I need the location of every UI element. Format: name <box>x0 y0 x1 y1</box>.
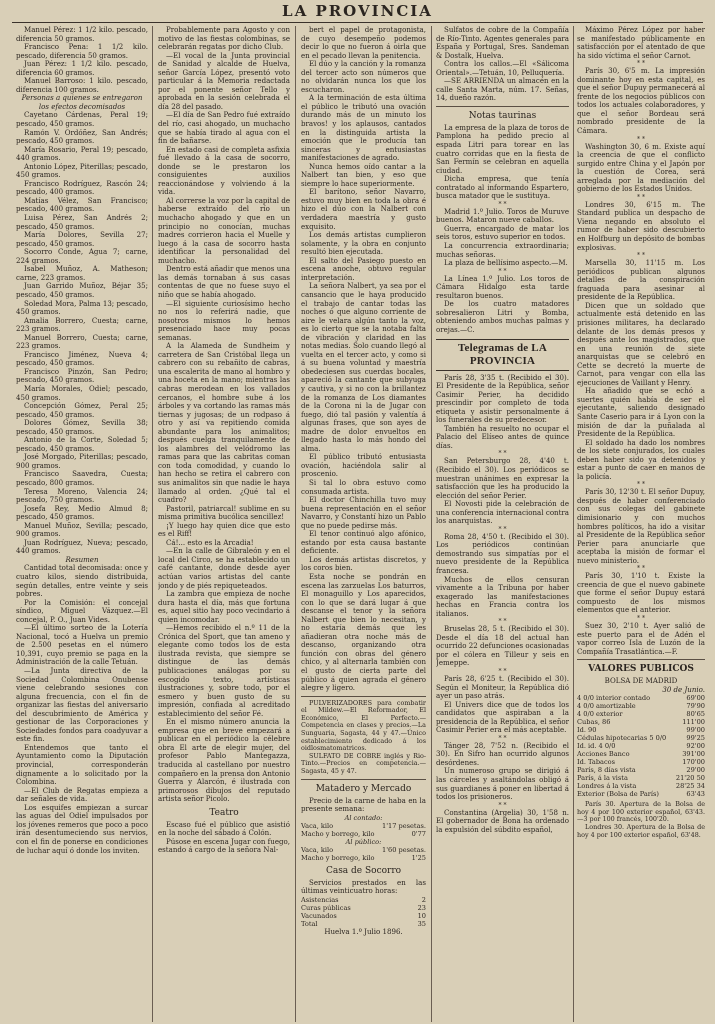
news-item: Los esquifes empiezan a surcar las aguas del Odiel impulsados por los jóvenes remeros que poco a poco irán desentumeciendo sus nervios, con el fin de ponerse en condiciones de luchar aquí ó donde los inviten. <box>16 802 148 855</box>
row-value: 80'65 <box>686 710 705 719</box>
telegramas-heading: Telegramas de LA PROVINCIA <box>436 339 569 371</box>
list-item: Socorro Conde, Agua 7; carne, 224 gramos. <box>16 247 148 265</box>
list-item: Amalia Borrero, Cuesta; carne, 223 gramos. <box>16 315 148 334</box>
asterism-separator: * * <box>498 734 507 742</box>
valores-heading: VALORES PUBLICOS <box>588 664 694 675</box>
telegram-item: Roma 28, 4'50 t. (Recibido el 30). Los periódicos continúan demostrando sus simpatías por el nuevo presidente de la República francesa. <box>436 531 569 575</box>
telegram-item: Bruselas 28, 5 t. (Recibido el 30). Desde el día 18 del actual han ocurrido 22 defunciones ocasionadas por el cólera en Tilleur y seis en Jemeppe. <box>436 624 569 668</box>
row-label: Vaca, kilo <box>301 821 334 830</box>
asterism-separator: * * <box>637 252 645 260</box>
list-item: Concepción Gómez, Peral 25; pescado, 450 gramos. <box>16 401 148 419</box>
table-row <box>577 734 705 742</box>
telegram-item: San Petersburgo 28, 4'40 t. (Recibido el 30). Los periódicos se muestran unánimes en expresar la satisfacción que les ha producido la elección del señor Perier. <box>436 456 569 500</box>
list-item: Isabel Muñoz, A. Matheson; carne, 223 gramos. <box>16 264 148 282</box>
row-value: 79'90 <box>686 702 705 711</box>
bolsa-table <box>577 694 705 798</box>
list-item: Manuel Borrero, Cuesta; carne, 223 gramos. <box>16 332 148 351</box>
teatro-text: Escaso fué el público que asistió en la noche del sábado á Colón. <box>158 819 290 838</box>
column-divider <box>573 26 574 1022</box>
row-value: 10 <box>417 911 426 920</box>
row-value: 23 <box>417 903 426 912</box>
telegram-item: Londres 30, 6'15 m. The Standard publica un despacho de Viena negando en absoluto el rumor de haber sido descubierto en Holfburg un depósito de bombas explosivas. <box>577 199 705 252</box>
list-item: Cayetano Cárdenas, Peral 19; pescado, 450 gramos. <box>16 110 148 129</box>
news-item: En el mismo número anuncia la empresa que en breve empezará a publicar en el periódico la célebre obra El arte de elegir mujer, del profesor Pablo Mantegazza, traducida al castellano por nuestro compañero en la prensa don Antonio Guerra y Alarcón, é ilustrada con primorosos dibujos del reputado artista señor Picolo. <box>158 717 290 804</box>
news-item: —El Club de Regatas empieza a dar señales de vida. <box>16 785 148 804</box>
asterism-separator: * * <box>637 565 645 573</box>
news-item: Probablemente para Agosto y con motivo de las fiestas colombinas, se celebrarán regatas por dicho Club. <box>158 26 290 52</box>
row-label: Curas públicas <box>301 903 351 912</box>
matadero-heading: Matadero y Mercado <box>315 783 412 794</box>
list-item: Francisco Pinzón, San Pedro; pescado, 450 gramos. <box>16 366 148 385</box>
row-label: 4 0/0 amortizable <box>577 702 636 711</box>
row-label: Exterior (Bolsa de París) <box>577 790 659 799</box>
list-item: María Dolores, Sevilla 27; pescado, 450 gramos. <box>16 230 148 248</box>
table-row <box>577 702 705 710</box>
telegram-list <box>577 26 705 656</box>
bolsa-note-paris: París 30. Apertura de la Bolsa de hoy 4 por 100 exterior español, 63'43.—3 por 100 francés, 100'20. <box>577 800 705 824</box>
table-row <box>577 750 705 758</box>
asterism-separator: * * <box>498 668 507 675</box>
telegram-item: Washington 30, 6 m. Existe aquí la creencia de que el conflicto surgido entre China y el Japón por la cuestión de Corea, será arreglada por la mediación del gobierno de los Estados Unidos. <box>577 141 705 194</box>
row-value: 35 <box>417 919 426 928</box>
table-row <box>301 838 426 846</box>
column-1 <box>16 26 148 1022</box>
table-row <box>577 718 705 726</box>
list-item: María Rosario, Peral 19; pescado, 440 gramos. <box>16 144 148 163</box>
news-item: Nunca hemos oído cantar a la Nalbert tan bien, y eso que siempre lo hace superiormente. <box>301 161 426 188</box>
news-item: El barítono, señor Navarro, estuvo muy bien en toda la obra é hizo el dúo con la Nalbert con verdadera maestría y gusto exquisito. <box>301 187 426 231</box>
news-item: En estado casi de completa asfixia fué llevado á la casa de socorro, donde se le prestaron los consiguientes auxilios reaccionándose y volviendo á la vida. <box>158 144 290 197</box>
table-row <box>577 790 705 798</box>
asterism-separator: * * <box>498 525 507 533</box>
table-section-label: Al público: <box>345 837 382 846</box>
list-item: Antonio de la Corte, Soledad 5; pescado, 450 gramos. <box>16 435 148 453</box>
masthead: LA PROVINCIA <box>282 2 433 20</box>
column-divider <box>431 26 432 1022</box>
list-item: María Morales, Odiel; pescado, 450 gramos. <box>16 383 148 402</box>
masthead-rule <box>12 22 703 23</box>
news-item: Si tal lo obra estuvo como consumada artista. <box>301 477 426 496</box>
telegram-item: Tánger 28, 7'52 n. (Recibido el 30). En Sifro han ocurrido algunos desórdenes. <box>436 740 569 767</box>
row-value: 99'25 <box>686 734 705 743</box>
row-label: Total <box>301 919 318 928</box>
telegram-item: París 30, 12'30 t. El señor Dupuy, después de haber conferenciado con sus colegas del gabinete dimisionario y con muchos hombres políticos, ha ido a visitar al Presidente de la República señor Perier para anunciarle que aceptaba la misión de formar el nuevo ministerio. <box>577 487 705 565</box>
news-item: La Línea 1.º Julio. Los toros de Cámara Hidalgo esta tarde resultaron buenos. <box>436 273 569 300</box>
telegram-item: Un numeroso grupo se dirigió á las cárceles y asaltándolas obligó á sus guardianes á poner en libertad á todos los prisioneros. <box>436 766 569 802</box>
news-item: La señora Nalbert, ya sea por el cansancio que le haya producido el trabajo de cantar todas las noches ó que alguno corriente de aire le velara algún tanto la voz, es lo cierto que se la notaba falta de vibración y claridad en las notas medias. Solo cuando llegó al vuelta en el tercer acto, y como si á su buena voluntad y maestría obedeciesen sus cuerdas bocales, apareció la cantante que subyuga y cautiva, y si no con la brillantez de la romanza de Los diamantes de la Corona ni la de Jugar con fuego, dió tal pasión y valentía á algunas frases, que son ayes de madre de dolor envueltos en llegado hasta lo más hondo del alma. <box>301 281 426 453</box>
date-line: Huelva 1.º Julio 1896. <box>324 926 403 936</box>
news-item: —En la calle de Gibraleón y en el local del Circo, se ha establecido un café cantante, donde desde ayer actúan varios artistas del cante jondo y de piés repiqueteados. <box>158 546 290 590</box>
news-item: A la terminación de esta última el público le tributó una ovación durando más de un minuto los bravos! y los aplausos, cantados en la distinguida artista la emoción que le producía tan sinceras y entusiastas manifestaciones de agrado. <box>301 93 426 163</box>
asterism-separator: * * <box>637 193 645 201</box>
news-item: El tenor continuó algo afónico, estando por esta causa bastante deficiente. <box>301 529 426 556</box>
news-item: bert el papel de protagonista, de cuyo desempeño podemos decir lo que no fueron á oirla que en el pecado llevan la penitencia. <box>301 26 426 60</box>
row-label: Macho y borrego, kilo <box>301 853 375 862</box>
telegram-item: Marsella 30, 11'15 m. Los periódicos publican algunos detalles de la conspiración fraguada para asesinar al presidente de la República. <box>577 258 705 302</box>
telegram-item: París 28, 3'35 t. (Recibido el 30). El Presidente de la República, señor Casimir Perier, ha decidido prescindir por completo de toda etiqueta y asistir personalmente á los funerales de su predecesor. <box>436 372 569 425</box>
row-value: 21'20 50 <box>675 774 705 783</box>
section-rule <box>301 779 426 780</box>
asterism-separator: * * <box>637 135 645 143</box>
list-item: Francisco Jiménez, Nueva 4; pescado, 450 gramos. <box>16 349 148 368</box>
news-item: El doctor Chinchilla tuvo muy buena representación en el señor Navarro, y Constantí hizo un Pablo que no puede pedirse más. <box>301 495 426 530</box>
row-label: Id. Tabacos <box>577 758 616 767</box>
news-item: A la Alameda de Sundheim y carretera de San Cristóbal llega un cabrero con su rebañito de cabras, una escalerita de mano al hombro y una hoceta en la mano; mientras las cabras merodean en los vallados cercanos, el hombre sube á los árboles y va cortando las ramas más tiernas y jugosas; de un rodpaso á otro y así va repitiendo comida abundante para los animalitos; después cuelga tranquilamente de los alambres del velódromo las ramas para que las cabritas coman con toda comodidad, y cuando lo han hecho se retira el cabrero con sus animalitos sin que nadie le haya llamado al orden. ¿Qué tal el cuadro? <box>158 341 290 505</box>
bolsa-note-londres: Londres 30. Apertura de la Bolsa de hoy 4 por 100 exterior español, 63'48. <box>577 823 705 839</box>
news-item: La zambra que empieza de noche dura hasta el día, más que fortuna es, aquel sitio hay poco vecindario á quien incomodar. <box>158 589 290 624</box>
list-item: Manuel Barroso: 1 kilo. pescado, diferencia 100 gramos. <box>16 76 148 94</box>
resumen-heading: Resumen <box>65 554 99 564</box>
asterism-separator: * * <box>498 801 507 809</box>
list-item: Josefa Rey, Medio Almud 8; pescado, 450 gramos. <box>16 503 148 522</box>
advertisement-pulverizadores: PULVERIZADORES para combatir el Mildew.—El Reformador, El Económico, El Perfecto.—Competencia en clases y precios.—La Sunguaria, Sagasta, 44 y 47.—Único establecimiento dedicado á los oidlosmatomatricos. <box>301 698 426 753</box>
row-label: Id. 90 <box>577 726 597 735</box>
list-item: Matías Vélez, San Francisco; pescado, 400 gramos. <box>16 195 148 214</box>
list-item: Teresa Moreno, Valencia 24; pescado, 750 gramos. <box>16 486 148 505</box>
row-label: Asistencias <box>301 895 339 904</box>
notas-taurinas-heading: Notas taurinas <box>468 110 537 121</box>
row-label: Macho y borrego, kilo <box>301 829 375 838</box>
socorro-table <box>301 896 426 928</box>
table-row <box>301 846 426 854</box>
asterism-separator: * * <box>637 60 645 68</box>
list-item: Ramón V. Ordóñez, San Andrés; pescado, 450 gramos. <box>16 127 148 146</box>
list-item: Antonio López, Piterillas; pescado, 450 gramos. <box>16 161 148 180</box>
list-item: Juan Pérez: 1 1/2 kilo. pescado, diferencia 60 gramos. <box>16 59 148 77</box>
telegram-item: París 30, 1'10 t. Existe la creencia de que el nuevo gabinete que forme el señor Dupuy estará compuesto de los mismos elementos que el anterior. <box>577 571 705 615</box>
news-item: Los demás artistas cumplieron solamente, y la obra en conjunto resultó bien ejecutada. <box>301 230 426 257</box>
asterism-separator: * * <box>637 615 645 622</box>
table-row <box>301 822 426 830</box>
table-row <box>577 766 705 774</box>
socorro-intro: Servicios prestados en las últimas veinticuatro horas: <box>301 877 426 896</box>
news-item: —El último sorteo de la Lotería Nacional, tocó a Huelva un premio de 2.500 pesetas en el número 10,391, cuyo premio se paga en la Administración de la calle Tetuán. <box>16 623 148 667</box>
column-3 <box>301 26 426 1022</box>
row-value: 111'00 <box>682 718 705 727</box>
table-row <box>577 726 705 734</box>
row-label: Vaca, kilo <box>301 845 334 854</box>
row-value: 391'00 <box>682 750 705 759</box>
section-rule <box>301 696 426 697</box>
news-item: —Hemos recibido el n.º 11 de la Crónica del Sport, que tan ameno y elegante como todos los de esta ilustrada revista, que siempre se distingue de las demás publicaciones análogas por su escogido texto, artísticas ilustraciones y, sobre todo, por el esmero y buen gusto de su impresión, confiada al acreditado establecimiento del señor Fé. <box>158 623 290 718</box>
asterism-separator: * * <box>498 618 507 626</box>
table-section-label: Al contado: <box>344 813 383 822</box>
table-row <box>577 758 705 766</box>
table-row <box>577 782 705 790</box>
table-row <box>301 854 426 862</box>
news-item: Dentro está añadir que menos una las demás tornaban á sus casas contentas de que no fuese suyo el niño que se había ahogado. <box>158 264 290 299</box>
row-value: 69'00 <box>686 694 705 703</box>
news-item: —El siguiente curiosísimo hecho no nos lo referirá nadie, que nosotros mismos lo hemos presenciado hace muy pocas semanas. <box>158 298 290 342</box>
telegram-list <box>436 374 569 835</box>
asterism-separator: * * <box>637 481 645 489</box>
teatro-heading: Teatro <box>209 807 239 818</box>
row-label: 4 0/0 exterior <box>577 710 623 719</box>
decomiso-list <box>16 26 148 556</box>
resumen-signature: Por la Comisión: el concejal síndico, Miguel Vázquez.—El concejal, P. O., Juan Vides. <box>16 597 148 624</box>
list-item: Personas a quienes se entregaron los efectos decomisados <box>21 93 143 111</box>
table-row <box>301 830 426 838</box>
telegram-item: El Novosti pide la celebración de una conferencia internacional contra los anarquistas. <box>436 499 569 526</box>
list-item: Luisa Pérez, San Andrés 2; pescado, 450 gramos. <box>16 213 148 231</box>
row-value: 28'25 34 <box>675 782 705 791</box>
telegram-item: Constantina (Argelia) 30, 1'58 n. El gobernador de Bona ha ordenado la expulsión del súbdito español, <box>436 807 569 834</box>
news-item: Esta noche se pondrán en escena las zarzuelas Los baturros, El monaguillo y Los aparecidos, con lo que se dará lugar á que descanse el tenor y la señora Nalbert que bien lo necesitan, y no estaría demás que les añadieran otra noche más de descanso, organizando otra función con obras del género chico, y al alternarla también con el gusto de cierta parte del público á quien agrada el género alegre y ligero. <box>301 572 426 693</box>
list-item: Francisco Rodríguez, Rascón 24; pescado, 400 gramos. <box>16 178 148 197</box>
row-value: 1'17 pesetas. <box>382 821 426 830</box>
list-item: Francisco Pena: 1 1/2 kilo. pescado, diferencia 50 gramos. <box>16 42 148 60</box>
news-item: Madrid 1.º Julio. Toros de Muruve buenos. Mataron nueve caballos. <box>436 206 569 225</box>
advertisement-sulfato: SULFATO DE COBRE inglés y Rio-Tinto.—Precios en competencia.—Sagasta, 45 y 47. <box>301 751 426 775</box>
list-item: Juan Rodríguez, Nueva; pescado, 440 gramos. <box>16 537 148 556</box>
telegram-item: Ha añadido que se echó a suertes quién había de ser el ejecutante, saliendo designado Sante Caserio para ir á Lyon con la misión de dar la puñalada al Presidente de la República. <box>577 386 705 439</box>
news-item: —El vocal de la Junta provincial de Sanidad y alcalde de Huelva, señor García López, presentó voto particular á la Memoria redactada por el ponente señor Tello y aprobada en la sesión celebrada el día 28 del pasado. <box>158 50 290 111</box>
news-item: ¡Y luego hay quien dice que esto es el Riff! <box>158 520 290 539</box>
row-label: 4 0/0 interior contado <box>577 694 651 703</box>
telegram-item: París 28, 6'25 t. (Recibido el 30). Según el Moniteur, la República dió ayer un paso atrás. <box>436 674 569 701</box>
theater-review <box>301 26 426 693</box>
telegram-item: Suez 30, 2'10 t. Ayer salió de este puerto para el de Adén el vapor correo Isla de Luzón de la Compañía Trasatlántica.—F. <box>577 621 705 656</box>
row-label: Vacunados <box>301 911 337 920</box>
news-item: De los cuatro matadores sobresalieron Litri y Bomba, obteniendo ambos muchas palmas y orejas.—C. <box>436 299 569 334</box>
list-item: Soledad Mora, Palma 13; pescado, 450 gramos. <box>16 298 148 317</box>
news-item: La plaza de bellísimo aspecto.—M. <box>444 258 568 268</box>
row-value: 99'00 <box>686 726 705 735</box>
section-rule <box>577 659 705 660</box>
advertisements <box>436 26 569 103</box>
table-row <box>301 814 426 822</box>
asterism-separator: * * <box>498 450 507 458</box>
row-label: París, 8 días vista <box>577 766 636 775</box>
table-row <box>301 912 426 920</box>
telegram-item: Dicen que un soldado que actualmente está detenido en las prisiones militares, ha declarado delante de los demás presos y después ante los magistrados, que en una reunión de siete anarquistas que se celebró en Cette se decretó la muerte de Carnot, para vengar con ella las ejecuciones de Vaillant y Henry. <box>577 300 705 387</box>
news-list <box>16 624 148 855</box>
table-row <box>577 742 705 750</box>
bolsa-date: 30 de Junio. <box>662 684 705 694</box>
row-value: 1'60 pesetas. <box>382 845 426 854</box>
list-item: Manuel Pérez: 1 1/2 kilo. pescado, diferencia 50 gramos. <box>16 26 148 43</box>
news-item: Los demás artistas discretos, y los coros bien. <box>301 554 426 573</box>
news-item: El dúo y la canción y la romanza del tercer acto son números que no olvidarán nunca los que los escucharon. <box>301 59 426 94</box>
news-item: El salto del Pasiego puesto en escena anoche, obtuvo regular interpretación. <box>301 255 426 282</box>
row-value: 170'00 <box>682 758 705 767</box>
news-item: —El día de San Pedro fué extraído del río, casi ahogado, un muchacho que se había tirado al agua con el fin de bañarse. <box>158 110 290 146</box>
list-item: Dolores Gómez, Sevilla 38; pescado, 450 gramos. <box>16 418 148 436</box>
row-label: Acciones Banco <box>577 750 630 759</box>
list-item: Manuel Muñoz, Sevilla; pescado, 900 gramos. <box>16 520 148 539</box>
row-value: 92'00 <box>686 742 705 751</box>
asterism-separator: * * <box>498 267 507 275</box>
telegram-item: El soldado ha dado los nombres de los siete conjurados, los cuales deben haber sido ya detenidos y estar a punto de caer en manos de la policía. <box>577 437 705 481</box>
advertisement: Sulfatos de cobre de la Compañía de Río-Tinto. Agentes generales para España y Portugal, Sres. Sandeman & Dostalk, Huelva. <box>436 26 569 60</box>
table-row <box>301 904 426 912</box>
news-item: Cá!... esto es la Arcadia! <box>166 537 254 547</box>
telegram-item: Muchos de ellos censuran vivamente a la Tribuna por haber exagerado las manifestaciones hechas en Francia contra los italianos. <box>436 574 569 618</box>
advertisement: —SE ARRIENDA un almacén en la calle Santa Marta, núm. 17. Señas, 14, dueño razón. <box>436 76 569 103</box>
news-item: Pastoril, patriarcal! sublime en su misma primitiva bucólica sencillez! <box>158 503 290 522</box>
row-value: 29'00 <box>686 766 705 775</box>
matadero-table <box>301 814 426 862</box>
list-item: Francisco Saavedra, Cuesta; pescado, 800 gramos. <box>16 469 148 487</box>
telegram-item: También ha resuelto no ocupar el Palacio del Elíseo antes de quince días. <box>436 423 569 450</box>
news-item: Dicha empresa, que tenía contratado al informando Espartero, busca matador que le sustituya. <box>436 174 569 201</box>
row-value: 0'77 <box>411 829 426 838</box>
telegram-item: Máximo Pérez López por haber se manifestado públicamente en satisfacción por el atentado de que ha sido víctima el señor Carnot. <box>577 26 705 60</box>
table-row <box>577 774 705 782</box>
socorro-heading: Casa de Socorro <box>325 865 402 876</box>
row-value: 1'25 <box>411 853 426 862</box>
row-value: 2 <box>421 895 426 904</box>
section-rule <box>436 106 569 107</box>
news-item: Entendemos que tanto el Ayuntamiento como la Diputación provincial, corresponderán dignamente a lo solicitado por la Colombina. <box>16 742 148 787</box>
asterism-separator: * * <box>498 200 507 208</box>
news-item: Al correrse la voz por la capital de haberse extraído del río un muchacho ahogado y que en un principio no conocían, muchas madres corrieron hacia el Muelle y luego á la casa de socorro hasta identificar la personalidad del muchacho. <box>158 195 290 265</box>
row-label: Londres á la vista <box>577 782 637 791</box>
list-item: José Morgado, Piterillas; pescado, 900 gramos. <box>16 452 148 470</box>
table-row <box>301 896 426 904</box>
telegram-item: El Univers dice que de todos los candidatos que aspiraban a la presidencia de la República, el señor Casimir Perier era el más aceptable. <box>436 699 569 735</box>
column-divider <box>295 26 296 1022</box>
teatro-text-2: Púsose en escena Jugar con fuego, estando á cargo de la señora Nal- <box>158 836 290 855</box>
row-label: París, á la vista <box>577 774 628 783</box>
telegram-item: París 30, 6'5 m. La impresión dominante hoy en esta capital, es que el señor Dupuy permanecerá al frente de los negocios públicos con todos los actuales colaboradores, y que el señor Bordeau será nombrado presidente de la Cámara. <box>577 66 705 136</box>
table-row <box>577 710 705 718</box>
table-row <box>577 694 705 702</box>
row-label: Id. id. 4 0/0 <box>577 742 616 751</box>
news-item: —La Junta directiva de la Sociedad Colombina Onubense viene celebrando sesiones con alguna frecuencia, con el fin de organizar las fiestas del aniversario del descubrimiento de América y gestionar de las Corporaciones y Sociedades fondos para coadyuvar a este fin. <box>16 666 148 744</box>
bullfight-notes <box>436 124 569 335</box>
list-item: Juan Garrido Muñoz, Béjar 35; pescado, 450 gramos. <box>16 281 148 299</box>
advertisement: Contra los callos.—El «Sálicoma Oriental».—Tetuán, 10, Pelluquería. <box>436 59 569 77</box>
news-item: El público tributó entusiasta ovación, haciéndola salir al proscenio. <box>301 452 426 479</box>
news-item: Guerra, encargado de matar los seis toros, estuvo superior en todos. <box>436 223 569 242</box>
row-label: Cubas, 86 <box>577 718 611 727</box>
news-list <box>158 26 290 804</box>
news-item: La concurrencia extraordinaria; muchas señoras. <box>436 241 569 259</box>
bolsa-heading: BOLSA DE MADRID <box>604 676 678 686</box>
resumen-text: Cantidad total decomisada: once y cuatro kilos, siendo distribuida, según detalles, entre veinte y seis pobres. <box>16 563 148 599</box>
row-label: Cédulas hipotecarias 5 0/0 <box>577 734 667 743</box>
column-4 <box>436 26 569 1022</box>
column-2 <box>158 26 290 1022</box>
column-5 <box>577 26 705 1022</box>
news-item: La empresa de la plaza de toros de Pamplona ha pedido precio al espada Litri para torear en las cuatro corridas que en la fiesta de San Fermín se celebran en aquella ciudad. <box>436 122 569 175</box>
matadero-intro: Precio de la carne de haba en la presente semana: <box>301 795 426 814</box>
column-divider <box>152 26 153 1022</box>
row-value: 63'43 <box>686 790 705 799</box>
